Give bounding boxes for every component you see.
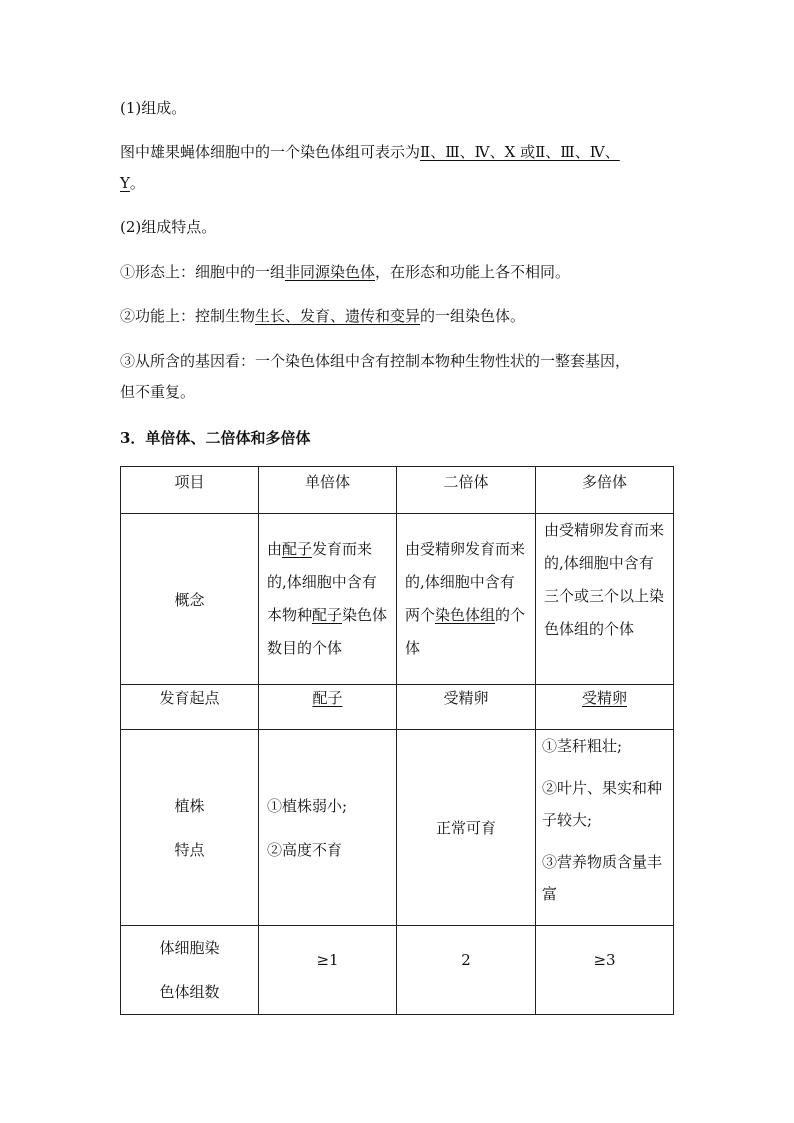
- header-cell: 多倍体: [536, 467, 674, 514]
- heading-text: 组成特点。: [141, 218, 217, 236]
- header-cell: 二倍体: [397, 467, 536, 514]
- table-row-origin: [121, 685, 674, 730]
- polyploid-plant-cell: ①茎秆粗壮; ②叶片、果实和种子较大; ③营养物质含量丰富: [536, 730, 674, 926]
- heading-number: (1): [120, 99, 142, 117]
- section1-line1: [120, 141, 620, 163]
- row-label: 植株 特点: [121, 730, 259, 926]
- line-text: 。: [129, 174, 145, 192]
- item-text: ②功能上：控制生物: [120, 307, 256, 325]
- diploid-origin-cell: 受精卵: [397, 685, 536, 730]
- table-header-row: [121, 467, 674, 514]
- row-label: 概念: [121, 514, 259, 685]
- polyploid-origin-cell: 受精卵: [536, 685, 674, 730]
- heading-text: 组成。: [141, 99, 187, 117]
- section1-heading: [120, 97, 186, 119]
- underlined-answer: 配子: [282, 540, 313, 558]
- section2-item3-line2: 但不重复。: [120, 383, 196, 401]
- table-row-plant: [121, 730, 674, 926]
- haploid-concept-cell: 由配子发育而来的,体细胞中含有本物种配子染色体数目的个体: [259, 514, 397, 685]
- haploid-origin-cell: 配子: [259, 685, 397, 730]
- table-row-count: [121, 926, 674, 1015]
- diploid-plant-cell: 正常可育: [397, 730, 536, 926]
- section2-heading: [120, 216, 216, 238]
- haploid-count-cell: ≥1: [259, 926, 397, 1015]
- section1-line2: [120, 172, 145, 194]
- underlined-answer: 生长、发育、遗传和变异: [255, 307, 421, 325]
- row-label: 发育起点: [121, 685, 259, 730]
- polyploid-count-cell: ≥3: [536, 926, 674, 1015]
- line-text: 图中雄果蝇体细胞中的一个染色体组可表示为: [120, 143, 421, 161]
- underlined-answer: 配子: [312, 606, 343, 624]
- section3-heading: 3．单倍体、二倍体和多倍体: [120, 429, 311, 447]
- diploid-concept-cell: 由受精卵发育而来的,体细胞中含有两个染色体组的个体: [397, 514, 536, 685]
- section2-item1: [120, 261, 570, 283]
- row-label: 体细胞染 色体组数: [121, 926, 259, 1015]
- ploidy-table: [120, 466, 674, 1015]
- section2-item2: [120, 305, 525, 327]
- polyploid-concept-cell: 由受精卵发育而来的,体细胞中含有三个或三个以上染色体组的个体: [536, 514, 674, 685]
- haploid-plant-cell: ①植株弱小; ②高度不育: [259, 730, 397, 926]
- item-text: 的一组染色体。: [420, 307, 526, 325]
- table-row-concept: [121, 514, 674, 685]
- underlined-answer: Y: [120, 174, 130, 192]
- underlined-answer: 染色体组: [435, 606, 496, 624]
- item-text: ①形态上：细胞中的一组: [120, 263, 286, 281]
- heading-number: (2): [120, 218, 142, 236]
- item-text: ，在形态和功能上各不相同。: [375, 263, 571, 281]
- section2-item3-line1: ③从所含的基因看：一个染色体组中含有控制本物种生物性状的一整套基因，: [120, 352, 631, 370]
- diploid-count-cell: 2: [397, 926, 536, 1015]
- underlined-answer: 非同源染色体: [285, 263, 376, 281]
- header-cell: 项目: [121, 467, 259, 514]
- header-cell: 单倍体: [259, 467, 397, 514]
- underlined-answer: Ⅱ、Ⅲ、Ⅳ、X 或Ⅱ、Ⅲ、Ⅳ、: [420, 143, 620, 161]
